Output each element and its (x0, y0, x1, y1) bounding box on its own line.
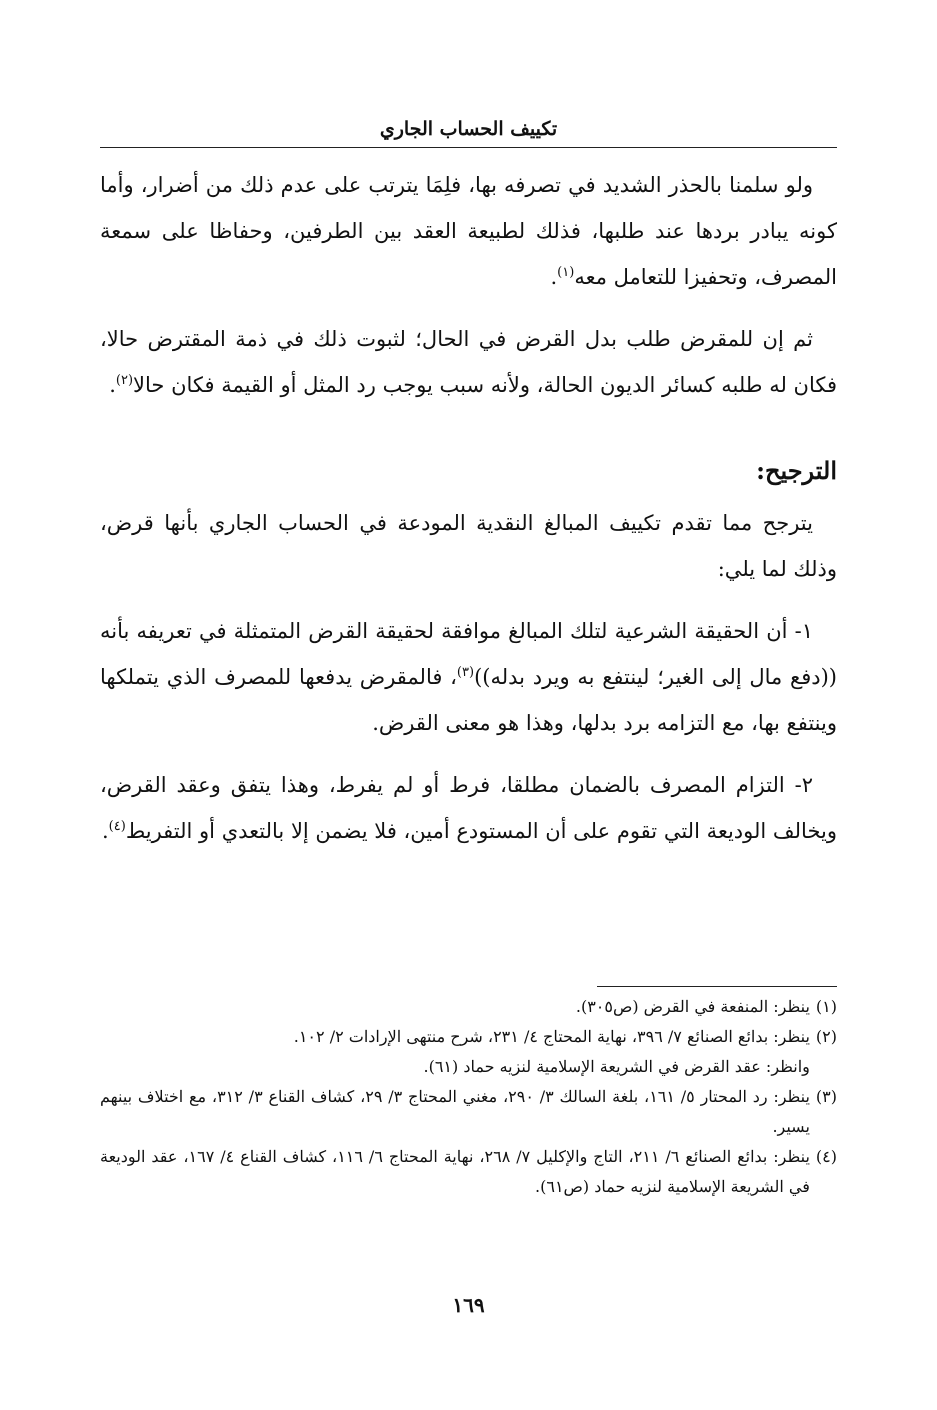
paragraph-2-text: ثم إن للمقرض طلب بدل القرض في الحال؛ لثبوت ذلك في ذمة المقترض حالا، فكان له طلبه كسائر الديون الحالة، ولأنه سبب يوجب رد المثل أو القيمة فكان حالا (100, 327, 837, 397)
paragraph-4 (100, 608, 837, 746)
paragraph-4-text-b: ، فالمقرض يدفعها للمصرف الذي يتملكها وينتفع بها، مع التزامه برد بدلها، وهذا هو معنى القرض. (100, 665, 837, 735)
body-text (100, 162, 837, 870)
footnote-ref-2[interactable]: (٢) (115, 373, 134, 388)
footnote-line: ينظر: رد المحتار ٥/ ١٦١، بلغة السالك ٣/ ٢٩٠، مغني المحتاج ٣/ ٢٩، كشاف القناع ٣/ ٣١٢، مع اختلاف بينهم يسير. (100, 1087, 810, 1136)
footnote-line: ينظر: المنفعة في القرض (ص٣٠٥). (575, 997, 810, 1016)
footnote-number: (٤) (815, 1147, 837, 1166)
footnote-line: ينظر: بدائع الصنائع ٦/ ٢١١، التاج والإكليل ٧/ ٢٦٨، نهاية المحتاج ٦/ ١١٦، كشاف القناع ٤/ ١٦٧، عقد الوديعة في الشريعة الإسلامية لنزيه حماد (ص٦١). (100, 1147, 810, 1196)
footnote-4 (100, 1142, 837, 1202)
footnote-2 (100, 1022, 837, 1082)
footnote-1 (100, 992, 837, 1022)
footnote-ref-1[interactable]: (١) (557, 265, 575, 280)
paragraph-2 (100, 316, 837, 408)
footnote-rule (597, 986, 837, 987)
footnotes (100, 992, 837, 1202)
footnote-line: ينظر: بدائع الصنائع ٧/ ٣٩٦، نهاية المحتاج ٤/ ٢٣١، شرح منتهى الإرادات ٢/ ١٠٢. (293, 1027, 810, 1046)
paragraph-3: يترجح مما تقدم تكييف المبالغ النقدية المودعة في الحساب الجاري بأنها قرض، وذلك لما يلي: (100, 511, 837, 581)
footnote-line: وانظر: عقد القرض في الشريعة الإسلامية لنزيه حماد (٦١). (423, 1057, 810, 1076)
footnote-text (100, 1082, 810, 1142)
footnote-text (100, 992, 810, 1022)
footnote-ref-4[interactable]: (٤) (108, 819, 126, 834)
footnote-number: (٢) (815, 1027, 837, 1046)
paragraph-4-text-a: ١- أن الحقيقة الشرعية لتلك المبالغ موافقة لحقيقة القرض المتمثلة في تعريفه بأنه ((دفع مال إلى الغير؛ لينتفع به ويرد بدله)) (100, 619, 838, 689)
footnote-text (100, 1142, 810, 1202)
header-rule (100, 147, 837, 148)
paragraph-5-text: ٢- التزام المصرف بالضمان مطلقا، فرط أو لم يفرط، وهذا يتفق وعقد القرض، ويخالف الوديعة التي تقوم على أن المستودع أمين، فلا يضمن إلا بالتعدي أو التفريط (100, 773, 837, 843)
running-header: تكييف الحساب الجاري (379, 118, 558, 140)
section-heading: الترجيح: (756, 456, 837, 485)
page-number: ١٦٩ (452, 1293, 485, 1317)
footnote-number: (٣) (815, 1087, 837, 1106)
footnote-ref-3[interactable]: (٣) (456, 665, 475, 680)
footnote-number: (١) (815, 997, 837, 1016)
paragraph-5 (100, 762, 837, 854)
footnote-3 (100, 1082, 837, 1142)
paragraph-1-end: . (550, 265, 558, 289)
paragraph-1-text: ولو سلمنا بالحذر الشديد في تصرفه بها، فلِمَا يترتب على عدم ذلك من أضرار، وأما كونه يبادر بردها عند طلبها، فذلك لطبيعة العقد بين الطرفين، وحفاظا على سمعة المصرف، وتحفيزا للتعامل معه (100, 173, 837, 289)
paragraph-5-end: . (101, 819, 109, 843)
footnote-text (100, 1022, 810, 1082)
paragraph-2-end: . (109, 373, 116, 397)
paragraph-1 (100, 162, 837, 300)
